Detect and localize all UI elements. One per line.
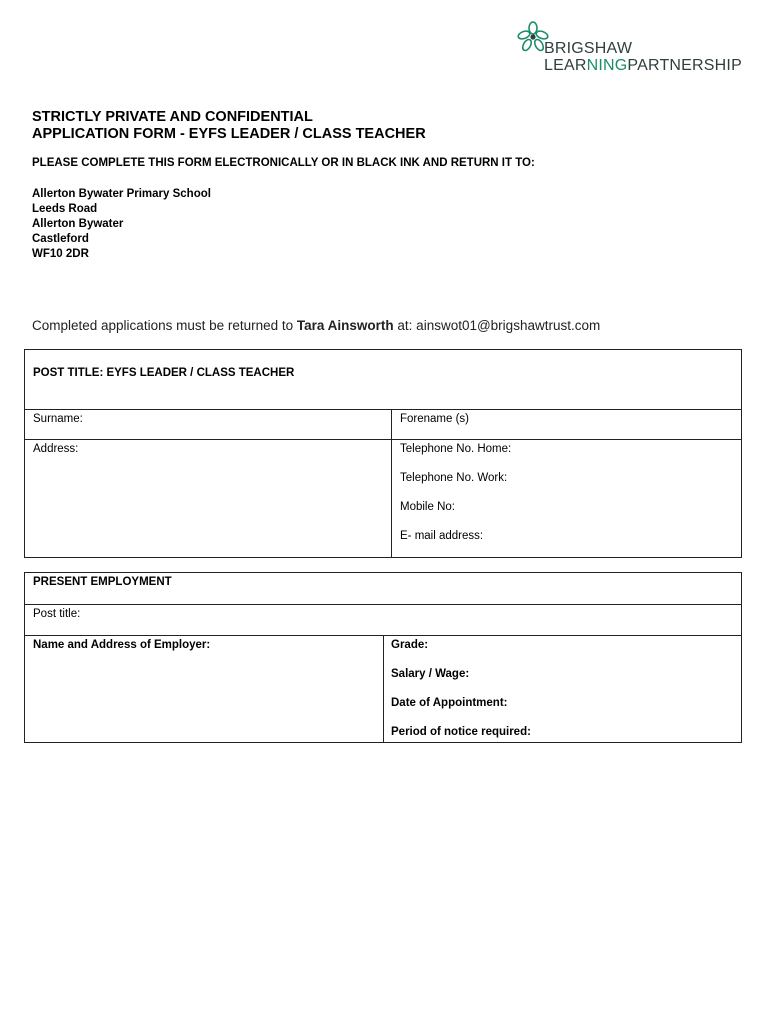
applicant-details-table (24, 349, 742, 558)
grade-label: Grade: (391, 639, 429, 651)
contact-numbers-field[interactable] (392, 440, 741, 557)
forename-field[interactable] (392, 410, 741, 440)
logo-text-brigshaw: BRIGSHAW (544, 40, 633, 57)
telephone-home-label: Telephone No. Home: (400, 443, 512, 455)
present-employment-heading: PRESENT EMPLOYMENT (33, 576, 172, 588)
salary-label: Salary / Wage: (391, 668, 470, 680)
present-employment-table (24, 572, 742, 743)
forename-label: Forename (s) (400, 413, 470, 425)
surname-label: Surname: (33, 413, 83, 425)
present-post-title-label: Post title: (33, 608, 81, 620)
employer-label: Name and Address of Employer: (33, 639, 211, 651)
brigshaw-logo (514, 20, 754, 80)
post-title-field[interactable] (25, 605, 741, 635)
address-line: Allerton Bywater (32, 218, 124, 230)
post-title-label: POST TITLE: EYFS LEADER / CLASS TEACHER (33, 367, 295, 379)
surname-field[interactable] (25, 410, 391, 440)
address-line: Castleford (32, 233, 89, 245)
logo-text-learning-partnership: LEARNINGPARTNERSHIP (544, 57, 742, 74)
school-address (32, 187, 211, 262)
confidential-heading: STRICTLY PRIVATE AND CONFIDENTIAL (32, 109, 313, 125)
address-line: Leeds Road (32, 203, 98, 215)
address-line: Allerton Bywater Primary School (32, 188, 211, 200)
employment-details-field[interactable] (384, 636, 741, 742)
address-line: WF10 2DR (32, 248, 89, 260)
email-label: E- mail address: (400, 530, 484, 542)
telephone-work-label: Telephone No. Work: (400, 472, 508, 484)
appointment-date-label: Date of Appointment: (391, 697, 508, 709)
employer-field[interactable] (25, 636, 383, 742)
notice-period-label: Period of notice required: (391, 726, 531, 738)
form-title: APPLICATION FORM - EYFS LEADER / CLASS TEACHER (32, 126, 426, 142)
return-note: Completed applications must be returned to Tara Ainsworth at: ainswot01@brigshawtrust.com (32, 318, 601, 333)
address-field[interactable] (25, 440, 391, 557)
contact-name: Tara Ainsworth (296, 318, 394, 333)
mobile-label: Mobile No: (400, 501, 455, 513)
address-label: Address: (33, 443, 79, 455)
return-instruction: PLEASE COMPLETE THIS FORM ELECTRONICALLY OR IN BLACK INK AND RETURN IT TO: (32, 157, 535, 169)
